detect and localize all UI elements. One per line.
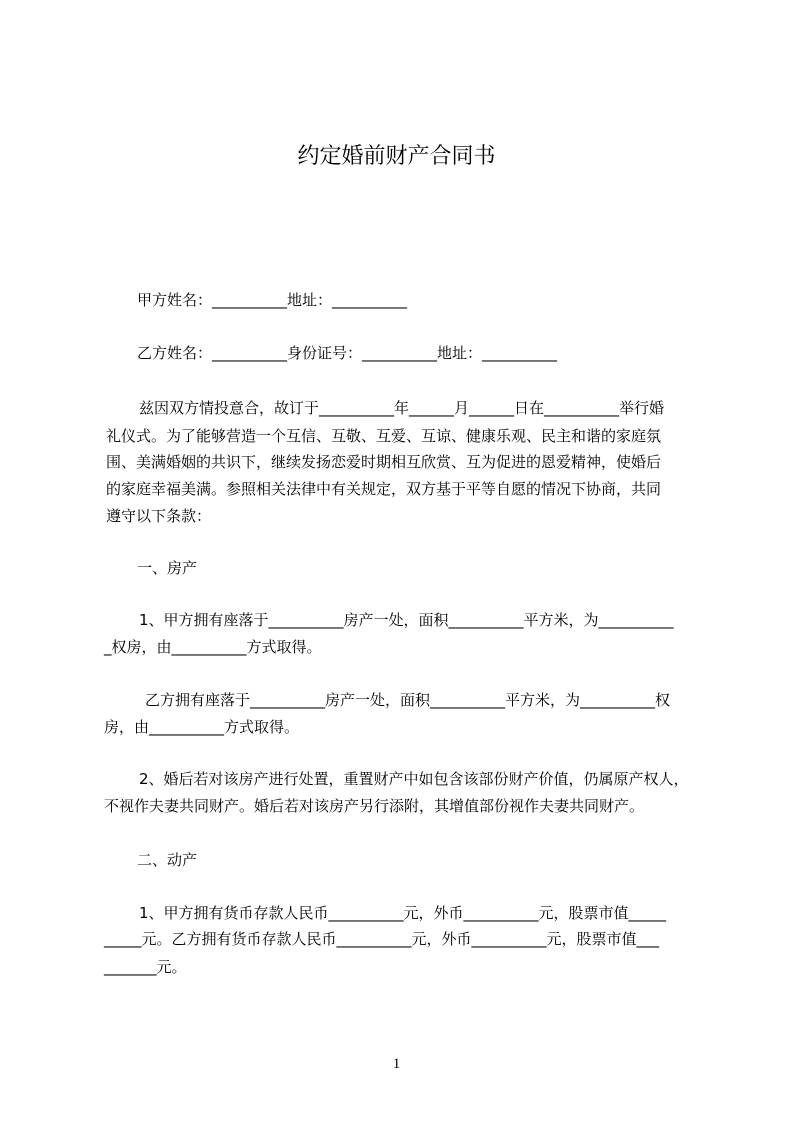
preamble-line: 的家庭幸福美满。参照相关法律中有关规定，双方基于平等自愿的情况下协商，共同 xyxy=(106,480,662,498)
clause-line: 1、甲方拥有座落于__________房产一处，面积__________平方米，为__________ xyxy=(139,611,674,629)
clause-line: 房，由__________方式取得。 xyxy=(104,718,300,736)
preamble-line: 兹因双方情投意合，故订于__________年______月______日在__________举行婚 xyxy=(139,399,665,417)
clause-line: _权房，由__________方式取得。 xyxy=(104,638,322,656)
party-a-info: 甲方姓名：__________地址：__________ xyxy=(137,291,408,309)
clause-line: 不视作夫妻共同财产。婚后若对该房产另行添附，其增值部份视作夫妻共同财产。 xyxy=(104,797,645,815)
section-heading-real-estate: 一、房产 xyxy=(137,559,198,577)
clause-line: _____元。乙方拥有货币存款人民币__________元，外币__________元，股票市值___ xyxy=(104,930,660,948)
clause-line: 乙方拥有座落于__________房产一处，面积__________平方米，为__________权 xyxy=(145,691,671,709)
document-title: 约定婚前财产合同书 xyxy=(297,144,496,169)
page-number: 1 xyxy=(392,1056,401,1072)
preamble-line: 礼仪式。为了能够营造一个互信、互敬、互爱、互谅、健康乐观、民主和谐的家庭氛 xyxy=(106,427,662,445)
party-b-info: 乙方姓名：__________身份证号：__________地址：__________ xyxy=(137,344,558,362)
section-heading-movable-property: 二、动产 xyxy=(137,851,198,869)
clause-line: 2、婚后若对该房产进行处置，重置财产中如包含该部份财产价值，仍属原产权人， xyxy=(139,770,689,788)
clause-line: 1、甲方拥有货币存款人民币__________元，外币__________元，股票市值_____ xyxy=(139,904,667,922)
clause-line: _______元。 xyxy=(104,958,187,976)
preamble-line: 遵守以下条款： xyxy=(106,507,212,525)
preamble-line: 围、美满婚姻的共识下，继续发扬恋爱时期相互欣赏、互为促进的恩爱精神，使婚后 xyxy=(106,453,662,471)
